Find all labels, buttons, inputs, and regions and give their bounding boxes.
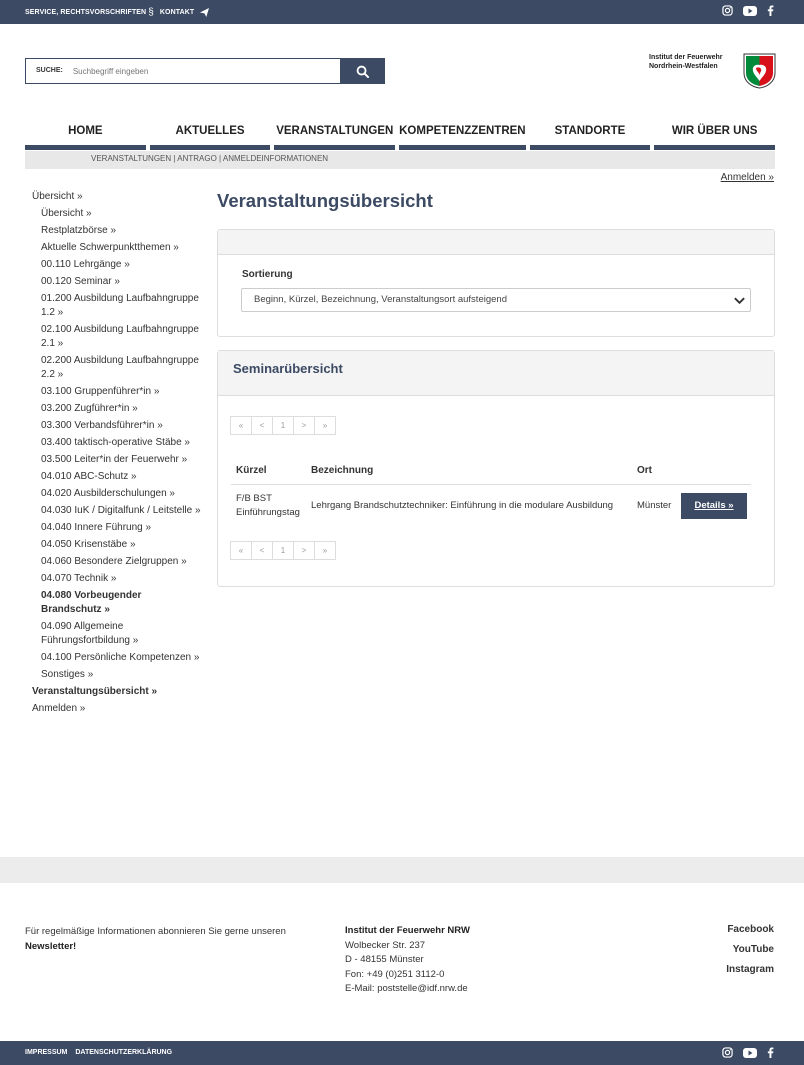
youtube-icon[interactable] — [743, 6, 757, 16]
sidebar-item[interactable]: Übersicht » — [41, 208, 92, 219]
pager-last[interactable]: » — [314, 541, 336, 560]
search-bar — [25, 58, 385, 84]
bottom-bar — [0, 1041, 804, 1065]
logo-line2: Nordrhein-Westfalen — [649, 63, 718, 70]
search-button[interactable] — [340, 59, 384, 83]
search-icon — [356, 65, 369, 78]
nav-aktuelles[interactable]: AKTUELLES — [150, 122, 271, 150]
address-city: D - 48155 Münster — [345, 954, 424, 965]
row-bezeichnung: Lehrgang Brandschutztechniker: Einführung in die modulare Ausbildung — [311, 500, 614, 511]
pager-page-1[interactable]: 1 — [272, 416, 294, 435]
address-name: Institut der Feuerwehr NRW — [345, 925, 470, 936]
sidebar-item[interactable]: 04.060 Besondere Zielgruppen » — [41, 556, 187, 567]
sort-panel-header — [218, 230, 774, 255]
institute-logo-text[interactable] — [649, 53, 723, 71]
seminar-panel-header — [218, 351, 774, 396]
top-social-icons — [722, 5, 774, 16]
youtube-link[interactable]: YouTube — [732, 944, 774, 955]
address-street: Wolbecker Str. 237 — [345, 939, 426, 951]
address-phone: Fon: +49 (0)251 3112-0 — [345, 968, 445, 980]
footer-social-links — [726, 924, 774, 984]
chevron-down-icon — [733, 294, 746, 307]
top-links — [25, 7, 209, 18]
seminar-panel — [217, 350, 775, 587]
main-navigation — [25, 122, 775, 150]
facebook-link[interactable]: Facebook — [727, 924, 774, 935]
col-kuerzel: Kürzel — [236, 465, 267, 476]
search-input[interactable] — [73, 59, 340, 83]
sort-select-value: Beginn, Kürzel, Bezeichnung, Veranstaltungsort aufsteigend — [254, 294, 507, 305]
pager-page-1[interactable]: 1 — [272, 541, 294, 560]
pagination-top — [231, 416, 336, 435]
pager-prev[interactable]: < — [251, 541, 273, 560]
sidebar-item[interactable]: 02.200 Ausbildung Laufbahngruppe 2.2 » — [41, 355, 199, 380]
search-label: SUCHE: — [36, 67, 63, 74]
sub-navigation[interactable]: VERANSTALTUNGEN | ANTRAGO | ANMELDEINFORMATIONEN — [25, 151, 775, 169]
newsletter-block — [25, 924, 325, 954]
pager-next[interactable]: > — [293, 416, 315, 435]
col-ort: Ort — [637, 465, 652, 476]
impressum-link[interactable]: IMPRESSUM — [25, 1049, 68, 1056]
sidebar-item[interactable]: Übersicht » — [32, 191, 83, 202]
bottom-links — [25, 1049, 178, 1056]
sidebar-item[interactable]: Veranstaltungsübersicht » — [32, 686, 158, 697]
pager-last[interactable]: » — [314, 416, 336, 435]
send-icon — [200, 8, 209, 17]
newsletter-text: Für regelmäßige Informationen abonnieren Sie gerne unseren — [25, 926, 286, 937]
paragraph-icon: § — [148, 7, 154, 18]
sidebar-item[interactable]: 04.050 Krisenstäbe » — [41, 539, 136, 550]
footer-separator — [0, 857, 804, 883]
sidebar-item[interactable]: Anmelden » — [32, 703, 86, 714]
sidebar-item[interactable]: 04.010 ABC-Schutz » — [41, 471, 137, 482]
col-bezeichnung: Bezeichnung — [311, 465, 374, 476]
login-link-top[interactable]: Anmelden » — [720, 172, 774, 183]
sidebar-item[interactable]: 03.300 Verbandsführer*in » — [41, 420, 163, 431]
details-button[interactable]: Details » — [681, 493, 747, 519]
logo-line1: Institut der Feuerwehr — [649, 54, 723, 61]
sidebar-item[interactable]: Aktuelle Schwerpunktthemen » — [41, 242, 179, 253]
datenschutz-link[interactable]: DATENSCHUTZERKLÄRUNG — [75, 1049, 173, 1056]
service-link[interactable]: SERVICE, RECHTSVORSCHRIFTEN — [25, 9, 147, 16]
table-header — [231, 459, 751, 485]
facebook-icon[interactable] — [767, 5, 774, 16]
sidebar-item[interactable]: Restplatzbörse » — [41, 225, 117, 236]
pager-prev[interactable]: < — [251, 416, 273, 435]
instagram-link[interactable]: Instagram — [726, 964, 774, 975]
contact-link[interactable]: KONTAKT — [159, 9, 195, 16]
sidebar-item[interactable]: 04.020 Ausbilderschulungen » — [41, 488, 175, 499]
sidebar-item[interactable]: Sonstiges » — [41, 669, 94, 680]
newsletter-link[interactable]: Newsletter! — [25, 941, 77, 952]
sidebar-item[interactable]: 04.080 Vorbeugender Brandschutz » — [41, 590, 142, 615]
sort-label: Sortierung — [242, 269, 293, 280]
sidebar-menu — [32, 190, 202, 719]
pager-next[interactable]: > — [293, 541, 315, 560]
sidebar-item[interactable]: 01.200 Ausbildung Laufbahngruppe 1.2 » — [41, 293, 199, 318]
sidebar-item[interactable]: 04.030 IuK / Digitalfunk / Leitstelle » — [41, 505, 201, 516]
sort-panel — [217, 229, 775, 337]
sidebar-item[interactable]: 02.100 Ausbildung Laufbahngruppe 2.1 » — [41, 324, 199, 349]
nav-kompetenzzentren[interactable]: KOMPETENZZENTREN — [399, 122, 526, 150]
youtube-icon[interactable] — [743, 1048, 757, 1058]
sidebar-item[interactable]: 04.070 Technik » — [41, 573, 117, 584]
sidebar-item[interactable]: 04.100 Persönliche Kompetenzen » — [41, 652, 200, 663]
sidebar-item[interactable]: 03.500 Leiter*in der Feuerwehr » — [41, 454, 188, 465]
nrw-crest-icon — [743, 53, 776, 89]
nav-home[interactable]: HOME — [25, 122, 146, 150]
seminar-table — [231, 459, 751, 527]
pager-first[interactable]: « — [230, 541, 252, 560]
address-block — [345, 924, 470, 997]
seminar-title: Seminarübersicht — [233, 361, 343, 376]
sidebar-item[interactable]: 00.110 Lehrgänge » — [41, 259, 130, 270]
nav-standorte[interactable]: STANDORTE — [530, 122, 651, 150]
sidebar-item[interactable]: 04.040 Innere Führung » — [41, 522, 152, 533]
sidebar-item[interactable]: 03.200 Zugführer*in » — [41, 403, 138, 414]
facebook-icon[interactable] — [767, 1047, 774, 1058]
sidebar-item[interactable]: 03.400 taktisch-operative Stäbe » — [41, 437, 190, 448]
page-title: Veranstaltungsübersicht — [217, 190, 433, 211]
bottom-social-icons — [722, 1047, 774, 1058]
pager-first[interactable]: « — [230, 416, 252, 435]
sort-select[interactable] — [241, 288, 751, 312]
instagram-icon[interactable] — [722, 5, 733, 16]
row-ort: Münster — [637, 500, 672, 511]
nav-wir-ueber-uns[interactable]: WIR ÜBER UNS — [654, 122, 775, 150]
table-row — [231, 485, 751, 527]
instagram-icon[interactable] — [722, 1047, 733, 1058]
sidebar-item[interactable]: 03.100 Gruppenführer*in » — [41, 386, 160, 397]
row-kuerzel-line2: Einführungstag — [236, 507, 300, 518]
top-bar — [0, 0, 804, 24]
address-email[interactable]: E-Mail: poststelle@idf.nrw.de — [345, 983, 468, 994]
nav-veranstaltungen[interactable]: VERANSTALTUNGEN — [274, 122, 395, 150]
sidebar-item[interactable]: 00.120 Seminar » — [41, 276, 120, 287]
row-kuerzel-line1: F/B BST — [236, 493, 272, 504]
sidebar-item[interactable]: 04.090 Allgemeine Führungsfortbildung » — [41, 621, 139, 646]
pagination-bottom — [231, 541, 336, 560]
